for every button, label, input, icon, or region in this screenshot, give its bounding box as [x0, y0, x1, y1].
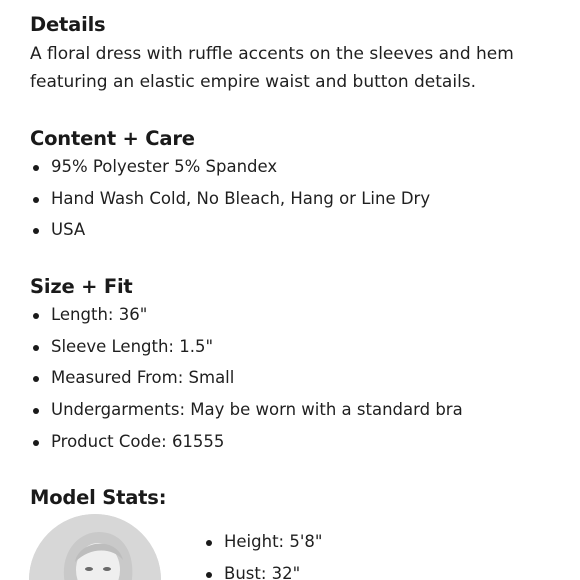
list-item: 95% Polyester 5% Spandex: [30, 157, 430, 189]
model-photo: [29, 514, 161, 580]
list-item: Measured From: Small: [30, 368, 463, 400]
content-care-list: [30, 157, 430, 252]
content-care-heading: Content + Care: [30, 127, 195, 150]
list-item: Hand Wash Cold, No Bleach, Hang or Line Dry: [30, 189, 430, 221]
list-item: Undergarments: May be worn with a standard bra: [30, 400, 463, 432]
model-stats-heading: Model Stats:: [30, 486, 167, 509]
list-item: Height: 5'8": [203, 532, 322, 564]
list-item: Product Code: 61555: [30, 432, 463, 464]
list-item: USA: [30, 220, 430, 252]
model-portrait-image: [29, 514, 161, 580]
list-item: Bust: 32": [203, 564, 322, 580]
size-fit-list: [30, 305, 463, 463]
model-stats-list: [203, 532, 322, 580]
size-fit-heading: Size + Fit: [30, 275, 133, 298]
details-description: A floral dress with ruffle accents on the sleeves and hem featuring an elastic empire waist and button details.: [30, 44, 514, 92]
details-heading: Details: [30, 13, 106, 36]
list-item: Length: 36": [30, 305, 463, 337]
list-item: Sleeve Length: 1.5": [30, 337, 463, 369]
